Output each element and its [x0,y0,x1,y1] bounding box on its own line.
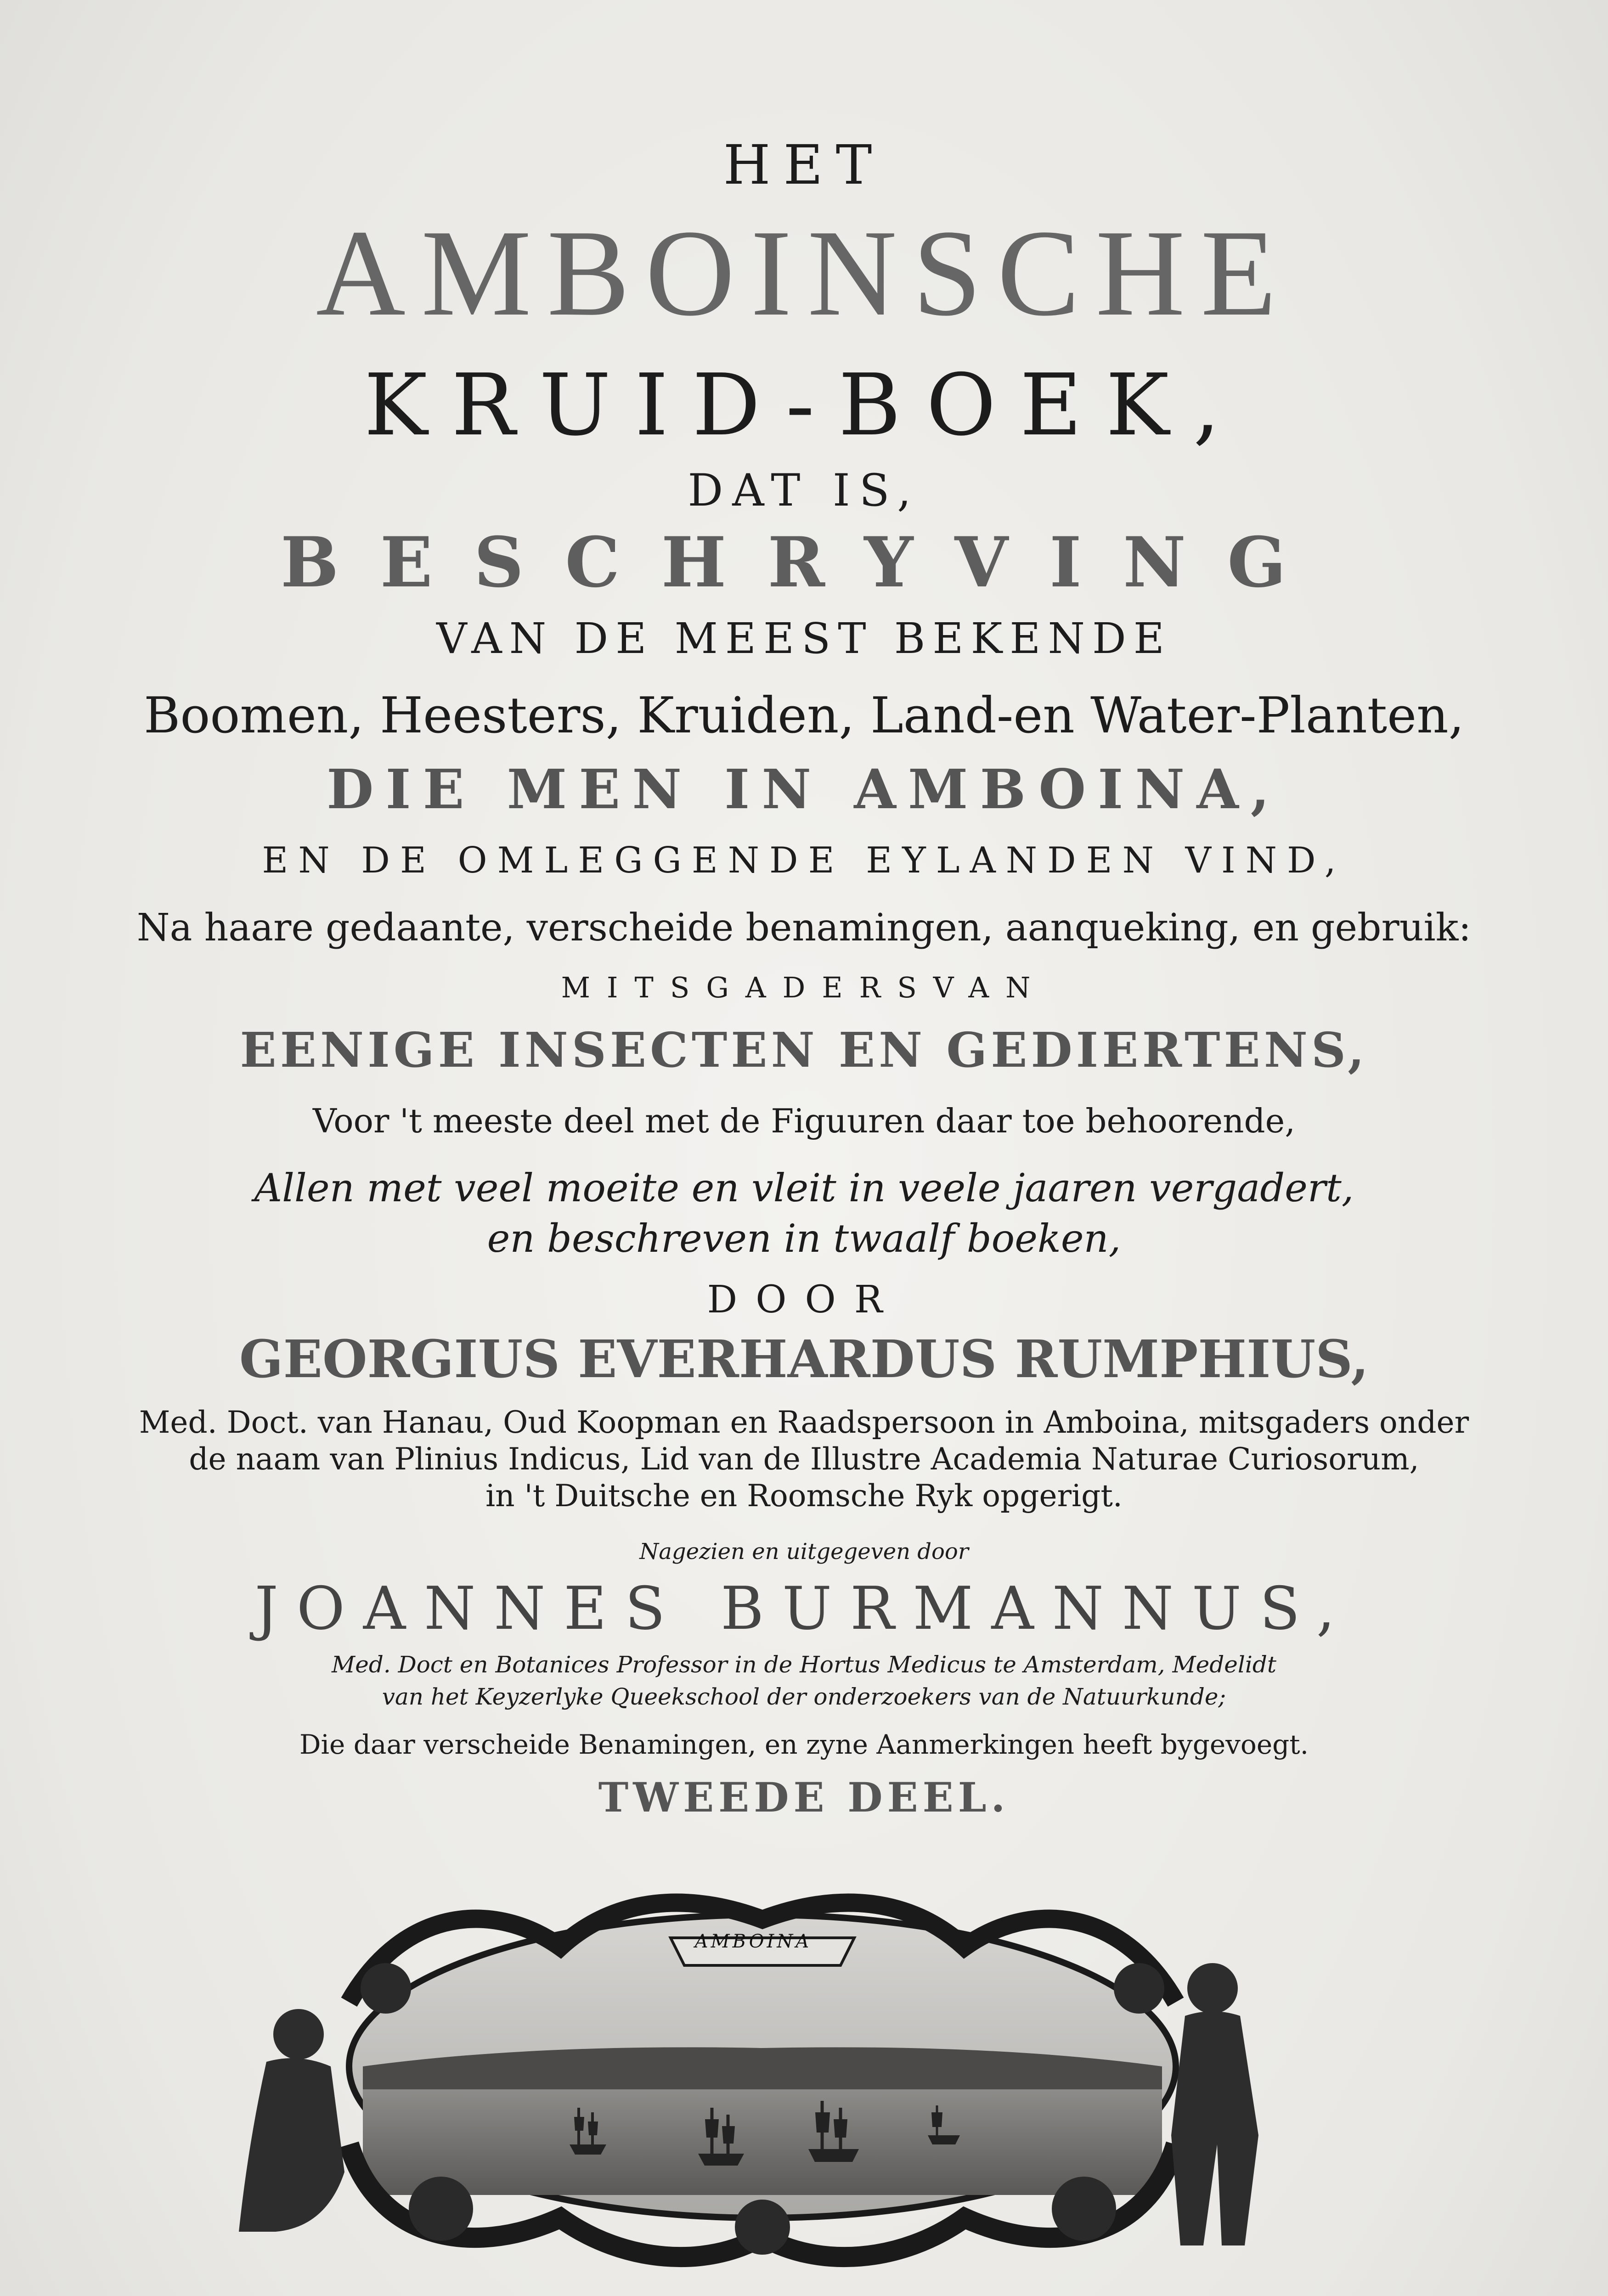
subtitle-eenige-insecten: EENIGE INSECTEN EN GEDIERTENS, [240,1022,1368,1078]
subtitle-allen: Allen met veel moeite en vleit in veele jaaren vergadert, [254,1165,1354,1210]
standing-figure-right [1171,1963,1258,2245]
subtitle-boomen: Boomen, Heesters, Kruiden, Land-en Water-Planten, [144,687,1464,744]
subtitle-beschreven: en beschreven in twaalf boeken, [487,1216,1121,1261]
author-description-2: de naam van Plinius Indicus, Lid van de Illustre Academia Naturae Curiosorum, [189,1441,1419,1477]
label-door: DOOR [707,1278,901,1322]
label-nagezien: Nagezien en uitgegeven door [639,1539,969,1564]
editor-description-2: van het Keyzerlyke Queekschool der onderzoekers van de Natuurkunde; [382,1683,1226,1710]
editor-note: Die daar verscheide Benamingen, en zyne Aanmerkingen heeft bygevoegt. [299,1729,1309,1760]
vignette-label: AMBOINA [694,1931,812,1952]
title-amboinsche: AMBOINSCHE [316,204,1292,342]
amboina-engraving-vignette [211,1851,1314,2278]
author-description-1: Med. Doct. van Hanau, Oud Koopman en Raadspersoon in Amboina, mitsgaders onder [139,1405,1469,1440]
volume-label: TWEEDE DEEL. [598,1773,1010,1821]
author-name: GEORGIUS EVERHARDUS RUMPHIUS, [239,1329,1369,1390]
subtitle-die-men: DIE MEN IN AMBOINA, [327,757,1281,821]
vignette-sea [363,2089,1162,2195]
editor-name: JOANNES BURMANNUS, [254,1575,1354,1643]
subtitle-na-haare: Na haare gedaante, verscheide benamingen, aanqueking, en gebruik: [136,906,1472,950]
subtitle-van-de-meest: VAN DE MEEST BEKENDE [436,614,1172,663]
subtitle-beschryving: BESCHRYVING [280,522,1328,603]
title-kruid-boek: KRUID-BOEK, [364,355,1244,455]
subtitle-voor: Voor 't meeste deel met de Figuuren daar toe behoorende, [312,1102,1296,1140]
editor-description-1: Med. Doct en Botanices Professor in de Hortus Medicus te Amsterdam, Medelidt [332,1651,1276,1678]
seated-figure-left [239,2009,344,2232]
title-het: HET [723,133,885,197]
subtitle-mitsgaders: MITSGADERSVAN [561,971,1047,1004]
subtitle-omleggende: EN DE OMLEGGENDE EYLANDEN VIND, [262,840,1346,881]
subtitle-dat-is: DAT IS, [688,465,920,516]
author-description-3: in 't Duitsche en Roomsche Ryk opgerigt. [485,1478,1123,1514]
